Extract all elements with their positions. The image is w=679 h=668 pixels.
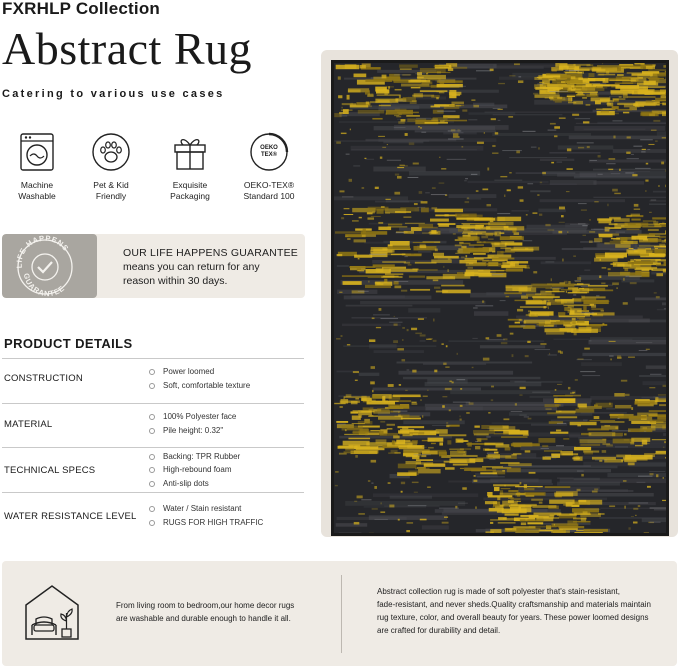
product-title: Abstract Rug — [2, 23, 253, 74]
feature-machine-washable — [2, 132, 72, 202]
divider — [2, 403, 304, 404]
bullet-icon — [149, 369, 155, 375]
feature-label-line2: Packaging — [170, 191, 210, 201]
badge-text-top: LIFE HAPPENS — [14, 234, 71, 269]
guarantee-text — [123, 246, 298, 288]
detail-item: Water / Stain resistant — [149, 504, 241, 513]
bullet-icon — [149, 454, 155, 460]
divider — [2, 358, 304, 359]
paw-icon — [91, 132, 131, 172]
divider — [2, 492, 304, 493]
feature-pet-kid-friendly — [76, 132, 146, 202]
detail-label-technical-specs: TECHNICAL SPECS — [4, 465, 96, 476]
bullet-icon — [149, 520, 155, 526]
detail-item: Anti-slip dots — [149, 479, 209, 488]
tagline: Catering to various use cases — [2, 88, 225, 100]
detail-item: Soft, comfortable texture — [149, 381, 250, 390]
svg-text:LIFE HAPPENS — [15, 234, 71, 269]
guarantee-badge — [2, 234, 97, 298]
guarantee-line2: means you can return for any — [123, 261, 260, 273]
detail-item: RUGS FOR HIGH TRAFFIC — [149, 518, 263, 527]
detail-item: Backing: TPR Rubber — [149, 452, 240, 461]
badge-text-bottom: GUARANTEE — [21, 272, 67, 298]
oeko-tex-icon — [249, 132, 289, 172]
bullet-icon — [149, 428, 155, 434]
brand-name: FXRHLP Collection — [2, 0, 160, 18]
rug-pattern — [334, 63, 666, 533]
feature-row — [0, 132, 310, 212]
divider — [2, 447, 304, 448]
detail-item: Power loomed — [149, 367, 214, 376]
feature-label-line2: Friendly — [95, 191, 127, 201]
bottom-right-text: Abstract collection rug is made of soft polyester that's stain-resistant, fade-resistant, and never sheds.Quality craftsmanship and materials maintain rug texture, color, and overall beauty for years. These power loomed designs are crafted for durability and detail. — [377, 587, 651, 635]
detail-item: High-rebound foam — [149, 465, 231, 474]
detail-label-construction: CONSTRUCTION — [4, 373, 83, 384]
bullet-icon — [149, 383, 155, 389]
feature-label-line2: Washable — [18, 191, 56, 201]
bullet-icon — [149, 414, 155, 420]
bottom-left-text: From living room to bedroom,our home decor rugs are washable and durable enough to handle it all. — [116, 601, 295, 623]
feature-label-line1: Pet & Kid — [93, 180, 129, 190]
product-details-title: PRODUCT DETAILS — [4, 336, 133, 351]
rug-image — [331, 60, 669, 536]
home-decor-icon — [22, 581, 84, 643]
feature-label-line2: Standard 100 — [243, 191, 295, 201]
feature-label-line1: Exquisite — [172, 180, 208, 190]
washing-machine-icon — [17, 132, 57, 172]
guarantee-heading: OUR LIFE HAPPENS GUARANTEE — [123, 247, 298, 259]
divider — [341, 575, 342, 653]
bullet-icon — [149, 467, 155, 473]
oeko-tex-badge-text: OEKO TEX® — [260, 145, 278, 158]
guarantee-banner — [2, 234, 305, 298]
detail-item: 100% Polyester face — [149, 412, 236, 421]
detail-label-water-resistance: WATER RESISTANCE LEVEL — [4, 511, 137, 522]
bullet-icon — [149, 481, 155, 487]
bullet-icon — [149, 506, 155, 512]
detail-label-material: MATERIAL — [4, 419, 53, 430]
bottom-banner — [2, 561, 677, 666]
svg-text:GUARANTEE — [22, 272, 67, 298]
detail-item: Pile height: 0.32" — [149, 426, 223, 435]
guarantee-line3: reason within 30 days. — [123, 275, 228, 287]
feature-label-line1: OEKO-TEX® — [243, 180, 295, 190]
feature-label-line1: Machine — [20, 180, 54, 190]
feature-exquisite-packaging — [155, 132, 225, 202]
gift-box-icon — [170, 132, 210, 172]
feature-oeko-tex — [234, 132, 304, 202]
